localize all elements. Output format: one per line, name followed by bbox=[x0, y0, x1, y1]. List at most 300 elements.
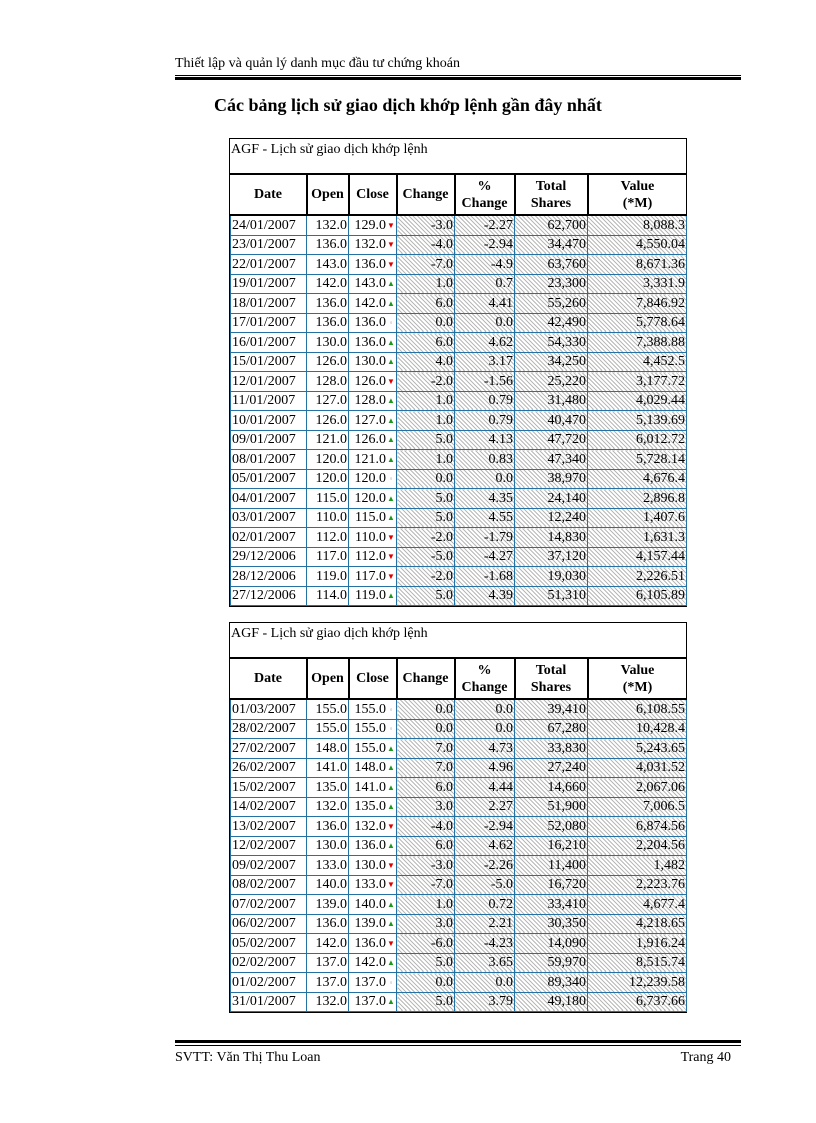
change-cell: -2.0 bbox=[397, 528, 455, 548]
change-cell: 5.0 bbox=[397, 489, 455, 509]
column-header-change: Change bbox=[397, 659, 455, 699]
column-header-date: Date bbox=[231, 659, 307, 699]
table-row bbox=[231, 817, 687, 837]
total-shares-cell: 23,300 bbox=[515, 274, 588, 294]
change-cell: -3.0 bbox=[397, 215, 455, 235]
total-shares-cell: 34,250 bbox=[515, 352, 588, 372]
close-cell: 126.0▼ bbox=[349, 372, 397, 392]
open-cell: 136.0 bbox=[307, 294, 349, 314]
value-cell: 1,407.6 bbox=[588, 508, 687, 528]
unchanged-icon: ◦ bbox=[389, 977, 393, 987]
open-cell: 148.0 bbox=[307, 739, 349, 759]
open-cell: 119.0 bbox=[307, 567, 349, 587]
table-row bbox=[231, 274, 687, 294]
table-row bbox=[231, 333, 687, 353]
value-cell: 6,012.72 bbox=[588, 430, 687, 450]
change-cell: 7.0 bbox=[397, 758, 455, 778]
change-cell: 5.0 bbox=[397, 953, 455, 973]
date-cell: 12/02/2007 bbox=[231, 836, 307, 856]
down-arrow-icon: ▼ bbox=[387, 532, 395, 542]
change-cell: 1.0 bbox=[397, 411, 455, 431]
table-row bbox=[231, 352, 687, 372]
up-arrow-icon: ▲ bbox=[387, 513, 395, 523]
date-cell: 23/01/2007 bbox=[231, 235, 307, 255]
up-arrow-icon: ▲ bbox=[387, 763, 395, 773]
table-header-row bbox=[231, 659, 687, 699]
total-shares-cell: 37,120 bbox=[515, 547, 588, 567]
open-cell: 132.0 bbox=[307, 992, 349, 1012]
date-cell: 11/01/2007 bbox=[231, 391, 307, 411]
table-caption: AGF - Lịch sử giao dịch khớp lệnh bbox=[230, 623, 686, 659]
pct-change-cell: -2.94 bbox=[455, 817, 515, 837]
open-cell: 115.0 bbox=[307, 489, 349, 509]
total-shares-cell: 47,340 bbox=[515, 450, 588, 470]
pct-change-cell: -1.68 bbox=[455, 567, 515, 587]
table-row bbox=[231, 699, 687, 719]
date-cell: 04/01/2007 bbox=[231, 489, 307, 509]
open-cell: 132.0 bbox=[307, 797, 349, 817]
open-cell: 110.0 bbox=[307, 508, 349, 528]
change-cell: 5.0 bbox=[397, 586, 455, 606]
table-row bbox=[231, 294, 687, 314]
pct-change-cell: 4.44 bbox=[455, 778, 515, 798]
change-cell: 5.0 bbox=[397, 992, 455, 1012]
total-shares-cell: 54,330 bbox=[515, 333, 588, 353]
down-arrow-icon: ▼ bbox=[387, 821, 395, 831]
table-row bbox=[231, 953, 687, 973]
date-cell: 01/02/2007 bbox=[231, 973, 307, 993]
open-cell: 130.0 bbox=[307, 333, 349, 353]
up-arrow-icon: ▲ bbox=[387, 919, 395, 929]
down-arrow-icon: ▼ bbox=[387, 552, 395, 562]
close-cell: 148.0▲ bbox=[349, 758, 397, 778]
pct-change-cell: 0.79 bbox=[455, 391, 515, 411]
table-row bbox=[231, 797, 687, 817]
down-arrow-icon: ▼ bbox=[387, 860, 395, 870]
open-cell: 143.0 bbox=[307, 255, 349, 275]
date-cell: 27/02/2007 bbox=[231, 739, 307, 759]
open-cell: 136.0 bbox=[307, 313, 349, 333]
date-cell: 01/03/2007 bbox=[231, 699, 307, 719]
date-cell: 27/12/2006 bbox=[231, 586, 307, 606]
date-cell: 31/01/2007 bbox=[231, 992, 307, 1012]
table-row bbox=[231, 856, 687, 876]
pct-change-cell: -4.27 bbox=[455, 547, 515, 567]
table-row bbox=[231, 719, 687, 739]
table-row bbox=[231, 992, 687, 1012]
date-cell: 18/01/2007 bbox=[231, 294, 307, 314]
table-row bbox=[231, 934, 687, 954]
date-cell: 15/01/2007 bbox=[231, 352, 307, 372]
close-cell: 132.0▼ bbox=[349, 235, 397, 255]
pct-change-cell: 3.17 bbox=[455, 352, 515, 372]
unchanged-icon: ◦ bbox=[389, 318, 393, 328]
pct-change-cell: 0.7 bbox=[455, 274, 515, 294]
down-arrow-icon: ▼ bbox=[387, 240, 395, 250]
value-cell: 8,088.3 bbox=[588, 215, 687, 235]
date-cell: 08/02/2007 bbox=[231, 875, 307, 895]
pct-change-cell: -5.0 bbox=[455, 875, 515, 895]
date-cell: 02/01/2007 bbox=[231, 528, 307, 548]
close-cell: 130.0▲ bbox=[349, 352, 397, 372]
pct-change-cell: -4.9 bbox=[455, 255, 515, 275]
change-cell: 0.0 bbox=[397, 719, 455, 739]
pct-change-cell: 4.62 bbox=[455, 333, 515, 353]
column-header-total-shares: Total Shares bbox=[515, 175, 588, 215]
table-row bbox=[231, 586, 687, 606]
change-cell: -4.0 bbox=[397, 235, 455, 255]
value-cell: 12,239.58 bbox=[588, 973, 687, 993]
total-shares-cell: 27,240 bbox=[515, 758, 588, 778]
close-cell: 117.0▼ bbox=[349, 567, 397, 587]
change-cell: -2.0 bbox=[397, 372, 455, 392]
pct-change-cell: 4.13 bbox=[455, 430, 515, 450]
value-cell: 2,896.8 bbox=[588, 489, 687, 509]
change-cell: 1.0 bbox=[397, 274, 455, 294]
table-row bbox=[231, 567, 687, 587]
down-arrow-icon: ▼ bbox=[387, 880, 395, 890]
date-cell: 09/02/2007 bbox=[231, 856, 307, 876]
open-cell: 128.0 bbox=[307, 372, 349, 392]
date-cell: 29/12/2006 bbox=[231, 547, 307, 567]
column-header-date: Date bbox=[231, 175, 307, 215]
pct-change-cell: -2.26 bbox=[455, 856, 515, 876]
value-cell: 7,846.92 bbox=[588, 294, 687, 314]
down-arrow-icon: ▼ bbox=[387, 220, 395, 230]
pct-change-cell: -1.79 bbox=[455, 528, 515, 548]
total-shares-cell: 40,470 bbox=[515, 411, 588, 431]
table-row bbox=[231, 508, 687, 528]
open-cell: 155.0 bbox=[307, 699, 349, 719]
down-arrow-icon: ▼ bbox=[387, 259, 395, 269]
open-cell: 114.0 bbox=[307, 586, 349, 606]
change-cell: -2.0 bbox=[397, 567, 455, 587]
date-cell: 05/02/2007 bbox=[231, 934, 307, 954]
up-arrow-icon: ▲ bbox=[387, 279, 395, 289]
change-cell: 3.0 bbox=[397, 914, 455, 934]
table-row bbox=[231, 547, 687, 567]
pct-change-cell: 4.73 bbox=[455, 739, 515, 759]
close-cell: 136.0▼ bbox=[349, 255, 397, 275]
open-cell: 140.0 bbox=[307, 875, 349, 895]
close-cell: 143.0▲ bbox=[349, 274, 397, 294]
open-cell: 133.0 bbox=[307, 856, 349, 876]
total-shares-cell: 14,090 bbox=[515, 934, 588, 954]
open-cell: 142.0 bbox=[307, 274, 349, 294]
open-cell: 135.0 bbox=[307, 778, 349, 798]
change-cell: 6.0 bbox=[397, 778, 455, 798]
up-arrow-icon: ▲ bbox=[387, 591, 395, 601]
table-row bbox=[231, 489, 687, 509]
total-shares-cell: 24,140 bbox=[515, 489, 588, 509]
table-row bbox=[231, 411, 687, 431]
close-cell: 112.0▼ bbox=[349, 547, 397, 567]
footer-author: SVTT: Văn Thị Thu Loan bbox=[175, 1050, 321, 1065]
close-cell: 119.0▲ bbox=[349, 586, 397, 606]
value-cell: 1,482 bbox=[588, 856, 687, 876]
open-cell: 136.0 bbox=[307, 235, 349, 255]
change-cell: 1.0 bbox=[397, 391, 455, 411]
up-arrow-icon: ▲ bbox=[387, 743, 395, 753]
table-row bbox=[231, 450, 687, 470]
change-cell: 5.0 bbox=[397, 508, 455, 528]
unchanged-icon: ◦ bbox=[389, 704, 393, 714]
open-cell: 132.0 bbox=[307, 215, 349, 235]
trade-history-table-1 bbox=[229, 138, 687, 607]
date-cell: 10/01/2007 bbox=[231, 411, 307, 431]
column-header-close: Close bbox=[349, 175, 397, 215]
close-cell: 120.0▲ bbox=[349, 489, 397, 509]
total-shares-cell: 51,900 bbox=[515, 797, 588, 817]
open-cell: 127.0 bbox=[307, 391, 349, 411]
total-shares-cell: 89,340 bbox=[515, 973, 588, 993]
change-cell: -3.0 bbox=[397, 856, 455, 876]
close-cell: 136.0 ◦ bbox=[349, 313, 397, 333]
date-cell: 06/02/2007 bbox=[231, 914, 307, 934]
total-shares-cell: 52,080 bbox=[515, 817, 588, 837]
close-cell: 110.0▼ bbox=[349, 528, 397, 548]
header-rule-thick bbox=[175, 77, 741, 80]
pct-change-cell: 4.55 bbox=[455, 508, 515, 528]
table-row bbox=[231, 758, 687, 778]
table-row bbox=[231, 778, 687, 798]
date-cell: 15/02/2007 bbox=[231, 778, 307, 798]
close-cell: 139.0▲ bbox=[349, 914, 397, 934]
change-cell: -5.0 bbox=[397, 547, 455, 567]
open-cell: 121.0 bbox=[307, 430, 349, 450]
pct-change-cell: 0.0 bbox=[455, 313, 515, 333]
value-cell: 5,728.14 bbox=[588, 450, 687, 470]
close-cell: 155.0▲ bbox=[349, 739, 397, 759]
table-row bbox=[231, 430, 687, 450]
total-shares-cell: 30,350 bbox=[515, 914, 588, 934]
open-cell: 130.0 bbox=[307, 836, 349, 856]
up-arrow-icon: ▲ bbox=[387, 454, 395, 464]
total-shares-cell: 49,180 bbox=[515, 992, 588, 1012]
value-cell: 1,916.24 bbox=[588, 934, 687, 954]
pct-change-cell: 0.0 bbox=[455, 719, 515, 739]
close-cell: 137.0▲ bbox=[349, 992, 397, 1012]
date-cell: 17/01/2007 bbox=[231, 313, 307, 333]
up-arrow-icon: ▲ bbox=[387, 899, 395, 909]
close-cell: 127.0▲ bbox=[349, 411, 397, 431]
date-cell: 28/12/2006 bbox=[231, 567, 307, 587]
value-cell: 5,778.64 bbox=[588, 313, 687, 333]
trade-history-table-2 bbox=[229, 622, 687, 1013]
table-row bbox=[231, 391, 687, 411]
table-row bbox=[231, 215, 687, 235]
down-arrow-icon: ▼ bbox=[387, 938, 395, 948]
close-cell: 135.0▲ bbox=[349, 797, 397, 817]
value-cell: 4,677.4 bbox=[588, 895, 687, 915]
table-header-row bbox=[231, 175, 687, 215]
change-cell: -7.0 bbox=[397, 255, 455, 275]
close-cell: 141.0▲ bbox=[349, 778, 397, 798]
close-cell: 120.0 ◦ bbox=[349, 469, 397, 489]
total-shares-cell: 33,410 bbox=[515, 895, 588, 915]
document-title: Các bảng lịch sử giao dịch khớp lệnh gần đây nhất bbox=[214, 95, 602, 115]
unchanged-icon: ◦ bbox=[389, 474, 393, 484]
date-cell: 05/01/2007 bbox=[231, 469, 307, 489]
date-cell: 03/01/2007 bbox=[231, 508, 307, 528]
total-shares-cell: 14,830 bbox=[515, 528, 588, 548]
close-cell: 137.0 ◦ bbox=[349, 973, 397, 993]
up-arrow-icon: ▲ bbox=[387, 841, 395, 851]
date-cell: 26/02/2007 bbox=[231, 758, 307, 778]
value-cell: 8,671.36 bbox=[588, 255, 687, 275]
date-cell: 14/02/2007 bbox=[231, 797, 307, 817]
up-arrow-icon: ▲ bbox=[387, 493, 395, 503]
open-cell: 126.0 bbox=[307, 352, 349, 372]
value-cell: 5,243.65 bbox=[588, 739, 687, 759]
close-cell: 121.0▲ bbox=[349, 450, 397, 470]
up-arrow-icon: ▲ bbox=[387, 802, 395, 812]
open-cell: 117.0 bbox=[307, 547, 349, 567]
page-number: Trang 40 bbox=[680, 1050, 731, 1065]
table-row bbox=[231, 528, 687, 548]
table-row bbox=[231, 875, 687, 895]
total-shares-cell: 63,760 bbox=[515, 255, 588, 275]
date-cell: 02/02/2007 bbox=[231, 953, 307, 973]
value-cell: 4,676.4 bbox=[588, 469, 687, 489]
total-shares-cell: 16,210 bbox=[515, 836, 588, 856]
value-cell: 6,105.89 bbox=[588, 586, 687, 606]
change-cell: 4.0 bbox=[397, 352, 455, 372]
total-shares-cell: 25,220 bbox=[515, 372, 588, 392]
table-row bbox=[231, 914, 687, 934]
open-cell: 141.0 bbox=[307, 758, 349, 778]
unchanged-icon: ◦ bbox=[389, 724, 393, 734]
table-row bbox=[231, 255, 687, 275]
column-header-change: Change bbox=[397, 175, 455, 215]
open-cell: 112.0 bbox=[307, 528, 349, 548]
date-cell: 08/01/2007 bbox=[231, 450, 307, 470]
total-shares-cell: 11,400 bbox=[515, 856, 588, 876]
close-cell: 115.0▲ bbox=[349, 508, 397, 528]
value-cell: 4,157.44 bbox=[588, 547, 687, 567]
change-cell: 6.0 bbox=[397, 294, 455, 314]
column-header-open: Open bbox=[307, 175, 349, 215]
pct-change-cell: 0.0 bbox=[455, 699, 515, 719]
footer-rule-thick bbox=[175, 1040, 741, 1043]
date-cell: 28/02/2007 bbox=[231, 719, 307, 739]
value-cell: 6,108.55 bbox=[588, 699, 687, 719]
page-header: Thiết lập và quản lý danh mục đầu tư chứng khoán bbox=[175, 56, 460, 71]
change-cell: 0.0 bbox=[397, 469, 455, 489]
total-shares-cell: 51,310 bbox=[515, 586, 588, 606]
total-shares-cell: 42,490 bbox=[515, 313, 588, 333]
date-cell: 24/01/2007 bbox=[231, 215, 307, 235]
column-header-value: Value (*M) bbox=[588, 175, 687, 215]
open-cell: 137.0 bbox=[307, 973, 349, 993]
close-cell: 142.0▲ bbox=[349, 294, 397, 314]
value-cell: 2,204.56 bbox=[588, 836, 687, 856]
up-arrow-icon: ▲ bbox=[387, 435, 395, 445]
pct-change-cell: 4.96 bbox=[455, 758, 515, 778]
pct-change-cell: 4.35 bbox=[455, 489, 515, 509]
total-shares-cell: 62,700 bbox=[515, 215, 588, 235]
close-cell: 142.0▲ bbox=[349, 953, 397, 973]
pct-change-cell: 3.79 bbox=[455, 992, 515, 1012]
pct-change-cell: 4.62 bbox=[455, 836, 515, 856]
total-shares-cell: 47,720 bbox=[515, 430, 588, 450]
change-cell: 7.0 bbox=[397, 739, 455, 759]
column-header-value: Value (*M) bbox=[588, 659, 687, 699]
date-cell: 19/01/2007 bbox=[231, 274, 307, 294]
change-cell: 6.0 bbox=[397, 333, 455, 353]
down-arrow-icon: ▼ bbox=[387, 376, 395, 386]
table-row bbox=[231, 739, 687, 759]
up-arrow-icon: ▲ bbox=[387, 337, 395, 347]
pct-change-cell: -2.27 bbox=[455, 215, 515, 235]
change-cell: -7.0 bbox=[397, 875, 455, 895]
open-cell: 139.0 bbox=[307, 895, 349, 915]
change-cell: 1.0 bbox=[397, 895, 455, 915]
date-cell: 22/01/2007 bbox=[231, 255, 307, 275]
change-cell: 5.0 bbox=[397, 430, 455, 450]
close-cell: 155.0 ◦ bbox=[349, 699, 397, 719]
change-cell: 0.0 bbox=[397, 973, 455, 993]
close-cell: 133.0▼ bbox=[349, 875, 397, 895]
table-row bbox=[231, 895, 687, 915]
value-cell: 6,737.66 bbox=[588, 992, 687, 1012]
total-shares-cell: 39,410 bbox=[515, 699, 588, 719]
value-cell: 8,515.74 bbox=[588, 953, 687, 973]
footer-rule-thin bbox=[175, 1045, 741, 1046]
change-cell: -6.0 bbox=[397, 934, 455, 954]
pct-change-cell: 4.41 bbox=[455, 294, 515, 314]
value-cell: 5,139.69 bbox=[588, 411, 687, 431]
value-cell: 7,388.88 bbox=[588, 333, 687, 353]
total-shares-cell: 55,260 bbox=[515, 294, 588, 314]
value-cell: 4,550.04 bbox=[588, 235, 687, 255]
value-cell: 7,006.5 bbox=[588, 797, 687, 817]
value-cell: 3,331.9 bbox=[588, 274, 687, 294]
table-row bbox=[231, 313, 687, 333]
date-cell: 07/02/2007 bbox=[231, 895, 307, 915]
total-shares-cell: 19,030 bbox=[515, 567, 588, 587]
close-cell: 129.0▼ bbox=[349, 215, 397, 235]
up-arrow-icon: ▲ bbox=[387, 298, 395, 308]
total-shares-cell: 34,470 bbox=[515, 235, 588, 255]
change-cell: 0.0 bbox=[397, 313, 455, 333]
value-cell: 4,452.5 bbox=[588, 352, 687, 372]
date-cell: 16/01/2007 bbox=[231, 333, 307, 353]
total-shares-cell: 59,970 bbox=[515, 953, 588, 973]
up-arrow-icon: ▲ bbox=[387, 958, 395, 968]
pct-change-cell: 0.72 bbox=[455, 895, 515, 915]
value-cell: 6,874.56 bbox=[588, 817, 687, 837]
total-shares-cell: 14,660 bbox=[515, 778, 588, 798]
value-cell: 2,223.76 bbox=[588, 875, 687, 895]
date-cell: 09/01/2007 bbox=[231, 430, 307, 450]
total-shares-cell: 38,970 bbox=[515, 469, 588, 489]
open-cell: 120.0 bbox=[307, 469, 349, 489]
up-arrow-icon: ▲ bbox=[387, 396, 395, 406]
pct-change-cell: 4.39 bbox=[455, 586, 515, 606]
open-cell: 126.0 bbox=[307, 411, 349, 431]
table-row bbox=[231, 469, 687, 489]
pct-change-cell: -4.23 bbox=[455, 934, 515, 954]
open-cell: 136.0 bbox=[307, 817, 349, 837]
table-row bbox=[231, 973, 687, 993]
close-cell: 136.0▲ bbox=[349, 836, 397, 856]
column-header-pct-change: % Change bbox=[455, 175, 515, 215]
open-cell: 136.0 bbox=[307, 914, 349, 934]
header-rule-thin bbox=[175, 75, 741, 76]
pct-change-cell: 0.83 bbox=[455, 450, 515, 470]
close-cell: 155.0 ◦ bbox=[349, 719, 397, 739]
